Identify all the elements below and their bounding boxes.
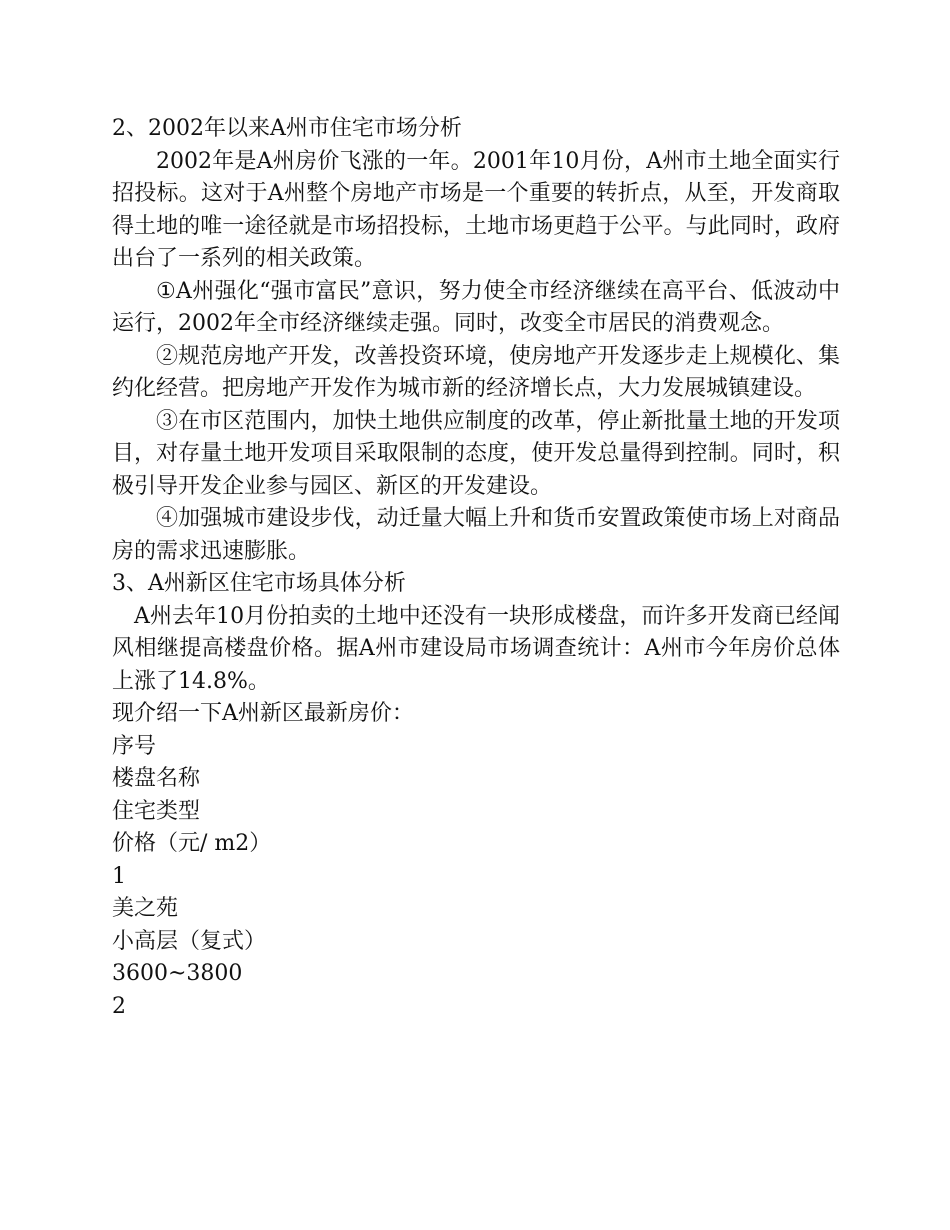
section-2-paragraph-1: 2002年是A州房价飞涨的一年。2001年10月份，A州市土地全面实行招投标。这对于A州整个房地产市场是一个重要的转折点，从至，开发商取得土地的唯一途径就是市场招投标，土地市场更趋于公平。与此同时，政府出台了一系列的相关政策。 — [112, 148, 840, 271]
policy-item-3: ③在市区范围内，加快土地供应制度的改革，停止新批量土地的开发项目，对存量土地开发项目采取限制的态度，使开发总量得到控制。同时，积极引导开发企业参与园区、新区的开发建设。 — [112, 408, 840, 499]
section-2-heading: 2、2002年以来A州市住宅市场分析 — [112, 116, 462, 141]
section-3-heading: 3、A州新区住宅市场具体分析 — [112, 571, 406, 596]
table-header-type: 住宅类型 — [112, 798, 201, 824]
section-3-paragraph: A州去年10月份拍卖的土地中还没有一块形成楼盘，而许多开发商已经闻风相继提高楼盘价格。据A州市建设局市场调查统计：A州市今年房价总体上涨了14.8%。 — [112, 603, 840, 694]
table-cell-row2-index: 2 — [112, 993, 126, 1019]
document-page — [112, 113, 840, 1023]
table-header-price: 价格（元/ m2） — [112, 831, 272, 856]
table-header-name: 楼盘名称 — [112, 766, 201, 791]
policy-item-4: ④加强城市建设步伐，动迁量大幅上升和货币安置政策使市场上对商品房的需求迅速膨胀。 — [112, 506, 840, 564]
table-cell-row1-index: 1 — [112, 863, 126, 889]
table-cell-row1-price: 3600~3800 — [112, 961, 243, 986]
table-cell-row1-name: 美之苑 — [112, 896, 179, 921]
table-cell-row1-type: 小高层（复式） — [112, 928, 267, 954]
policy-item-2: ②规范房地产开发，改善投资环境，使房地产开发逐步走上规模化、集约化经营。把房地产开发作为城市新的经济增长点，大力发展城镇建设。 — [112, 343, 840, 401]
table-header-index: 序号 — [112, 733, 157, 759]
price-intro: 现介绍一下A州新区最新房价： — [112, 701, 414, 726]
price-table — [112, 731, 840, 1024]
policy-item-1: ①A州强化“强市富民”意识，努力使全市经济继续在高平台、低波动中运行，2002年全市经济继续走强。同时，改变全市居民的消费观念。 — [112, 278, 840, 336]
